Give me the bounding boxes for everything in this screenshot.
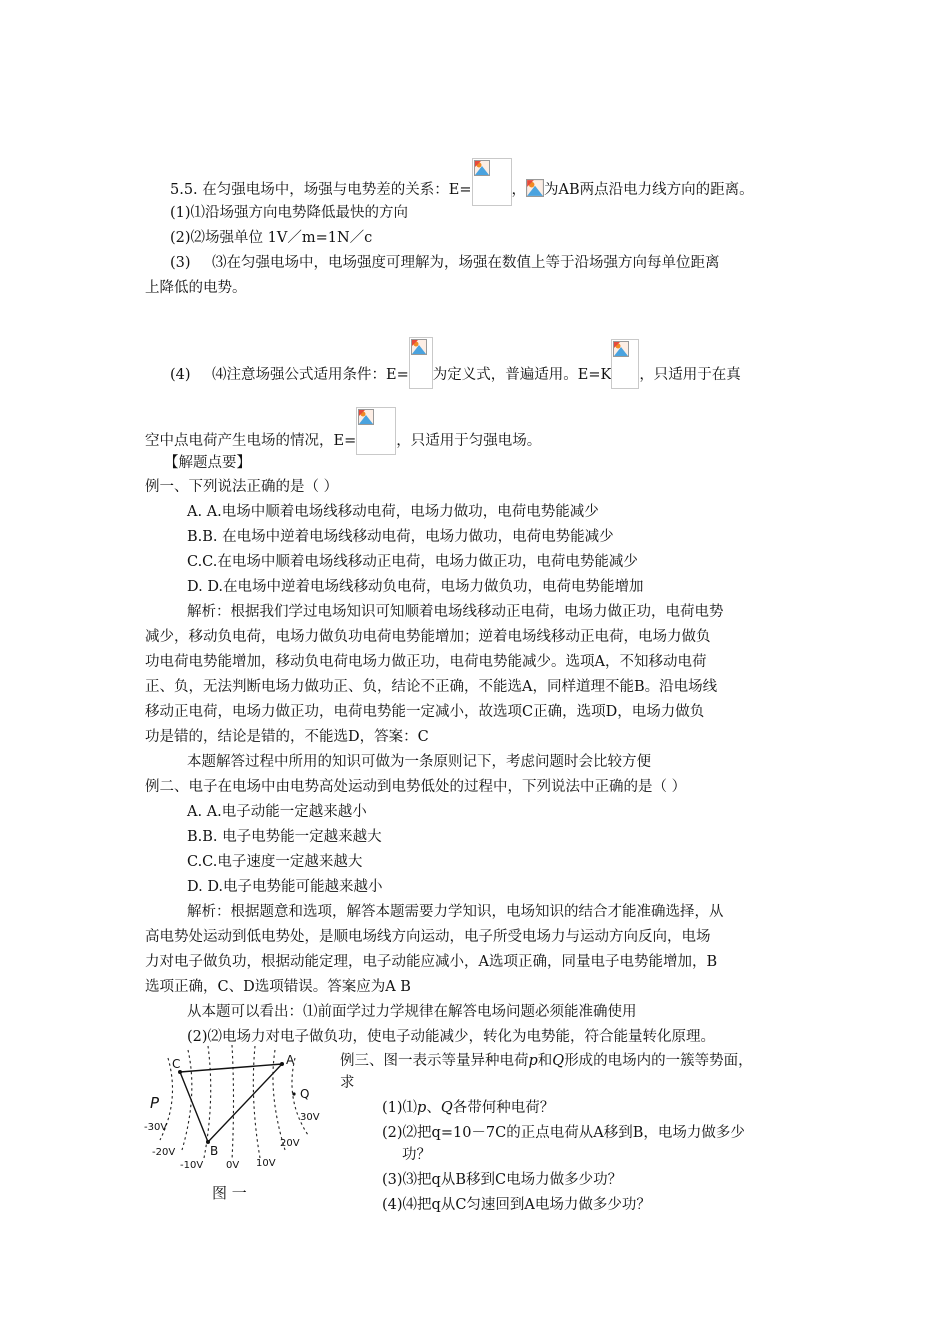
- analysis-text: 解析：根据我们学过电场知识可知顺着电场线移动正电荷，电场力做正功，电荷电势: [187, 604, 724, 620]
- equipotential-figure: [140, 1040, 335, 1210]
- example-2-option-c-text: C.C.电子速度一定越来越大: [187, 854, 363, 870]
- label-p: P: [150, 1094, 160, 1112]
- example-1-analysis-line: [145, 702, 704, 722]
- example-2-option-a: [187, 802, 367, 822]
- list-item-2-num: (2): [170, 230, 191, 246]
- list-item-4-text-3: ，只适用于在真: [639, 367, 741, 383]
- example-3-sub-1: [382, 1098, 554, 1118]
- example-2-analysis-line: [145, 977, 411, 997]
- example-1-option-a-text: A. A.电场中顺着电场线移动电荷，电场力做功，电荷电势能减少: [187, 504, 599, 520]
- example-1-question: [145, 477, 338, 497]
- example-2-analysis-line: [145, 952, 717, 972]
- example-2-question: [145, 777, 686, 797]
- label-b: B: [210, 1144, 219, 1158]
- label-20v: 20V: [280, 1138, 300, 1149]
- example-2-option-b-text: B.B. 电子电势能一定越来越大: [187, 829, 382, 845]
- example-3-text: 例三、图一表示等量异种电荷: [340, 1053, 529, 1069]
- sub-text: ⑶把q从B移到C电场力做多少功？: [402, 1172, 623, 1188]
- analysis-text: 功电荷电势能增加，移动负电荷电场力做正功，电荷电势能减少。选项A，不知移动电荷: [145, 654, 707, 670]
- sub-text: 、: [426, 1100, 441, 1116]
- analysis-text: 高电势处运动到低电势处，是顺电场线方向运动，电子所受电场力与运动方向反向，电场: [145, 929, 711, 945]
- formula-image-placeholder: [409, 337, 433, 389]
- label-q: Q: [300, 1087, 310, 1101]
- label-a: A: [286, 1053, 295, 1067]
- example-3-sub-3: [382, 1170, 622, 1190]
- example-3-sub-2-cont: [402, 1145, 431, 1165]
- list-item-4: [170, 337, 741, 385]
- example-2-option-b: [187, 827, 382, 847]
- charge-q-label: Q: [440, 1100, 453, 1116]
- list-item-4-cont-text-2: ，只适用于匀强电场。: [396, 433, 542, 449]
- sub-num: (3): [382, 1172, 403, 1188]
- equipotential-line: [253, 1046, 260, 1158]
- example-3-question: [340, 1051, 753, 1071]
- note-text: 从本题可以看出：⑴前面学过力学规律在解答电场问题必须能准确使用: [187, 1004, 637, 1020]
- label-minus-20v: -20V: [152, 1147, 176, 1158]
- example-2-option-a-text: A. A.电子动能一定越来越小: [187, 804, 367, 820]
- image-icon: [411, 339, 427, 355]
- sub-text: ⑵把q=10－7C的正点电荷从A移到B，电场力做多少: [402, 1125, 745, 1141]
- image-icon: [526, 179, 544, 197]
- list-item-4-text-2: 为定义式，普遍适用。E=K: [432, 367, 612, 383]
- analysis-text: 选项正确，C、D选项错误。答案应为A B: [145, 979, 411, 995]
- example-3-text: 形成的电场内的一簇等势面，: [564, 1053, 753, 1069]
- label-minus-10v: -10V: [180, 1160, 204, 1171]
- formula-image-icon: [526, 179, 544, 197]
- label-minus-30v: -30V: [144, 1122, 168, 1133]
- image-icon: [358, 409, 374, 425]
- example-3-sub-2: [382, 1123, 745, 1143]
- example-1-analysis-line: [187, 602, 724, 622]
- example-1-option-b: [187, 527, 614, 547]
- example-2-note-1: [187, 1002, 637, 1022]
- sub-text: ⑷把q从C匀速回到A电场力做多少功？: [402, 1197, 651, 1213]
- list-item-3-text: ⑶在匀强电场中，电场强度可理解为，场强在数值上等于沿场强方向每单位距离: [212, 255, 720, 271]
- formula-image-placeholder: [472, 158, 512, 206]
- list-item-3-continuation: [145, 278, 247, 298]
- charge-p-label: p: [528, 1053, 538, 1069]
- section-5-5-comma: ，: [511, 182, 527, 198]
- example-2-analysis-line: [187, 902, 724, 922]
- list-item-1-text: ⑴沿场强方向电势降低最快的方向: [190, 205, 409, 221]
- section-5-5: [170, 158, 754, 200]
- example-2-option-c: [187, 852, 362, 872]
- note-text: (2)⑵电场力对电子做负功，使电子动能减少，转化为电势能，符合能量转化原理。: [187, 1029, 716, 1045]
- label-c: C: [172, 1057, 181, 1071]
- example-2-option-d-text: D. D.电子电势能可能越来越小: [187, 879, 383, 895]
- list-item-2-text: ⑵场强单位 1V／m=1N／c: [190, 230, 373, 246]
- sub-num: (2): [382, 1125, 403, 1141]
- charge-q-dot: [292, 1092, 295, 1095]
- image-icon: [613, 341, 629, 357]
- sub-num: (4): [382, 1197, 403, 1213]
- equipotential-line: [232, 1045, 234, 1160]
- analysis-text: 解析：根据题意和选项，解答本题需要力学知识，电场知识的结合才能准确选择，从: [187, 904, 724, 920]
- example-2-question-text: 例二、电子在电场中由电势高处运动到电势低处的过程中，下列说法中正确的是（ ）: [145, 779, 687, 795]
- example-1-option-c-text: C.C.在电场中顺着电场线移动正电荷，电场力做正功，电荷电势能减少: [187, 554, 638, 570]
- example-2-analysis-line: [145, 927, 711, 947]
- section-5-5-text-2: 为AB两点沿电力线方向的距离。: [544, 182, 754, 198]
- example-1-analysis-line: [145, 627, 711, 647]
- list-item-1-num: (1): [170, 205, 191, 221]
- list-item-4-cont-text-1: 空中点电荷产生电场的情况，E=: [145, 433, 357, 449]
- sub-text: 各带何种电荷？: [452, 1100, 555, 1116]
- example-3-text: 和: [537, 1053, 553, 1069]
- example-1-question-text: 例一、下列说法正确的是（ ）: [145, 479, 339, 495]
- list-item-2: [170, 228, 372, 248]
- section-heading-text: 【解题点要】: [164, 455, 251, 471]
- example-1-analysis-line: [145, 677, 717, 697]
- sub-text: ⑴: [402, 1100, 418, 1116]
- example-1-option-c: [187, 552, 638, 572]
- triangle-cab: [180, 1064, 282, 1142]
- note-text: 本题解答过程中所用的知识可做为一条原则记下，考虑问题时会比较方便: [187, 754, 651, 770]
- list-item-1: [170, 203, 408, 223]
- label-30v: 30V: [300, 1112, 320, 1123]
- formula-image-placeholder: [356, 407, 396, 455]
- example-1-option-b-text: B.B. 在电场中逆着电场线移动电荷，电场力做功，电荷电势能减少: [187, 529, 614, 545]
- label-10v: 10V: [256, 1158, 276, 1169]
- example-1-option-a: [187, 502, 599, 522]
- image-icon: [474, 160, 490, 176]
- example-3-sub-4: [382, 1195, 651, 1215]
- list-item-4-text-1: ⑷注意场强公式适用条件：E=: [212, 367, 409, 383]
- example-1-option-d: [187, 577, 644, 597]
- example-1-analysis-line: [145, 727, 429, 747]
- list-item-4-continuation: [145, 407, 541, 451]
- example-1-note: [187, 752, 651, 772]
- figure-caption: 图 一: [212, 1184, 247, 1202]
- example-3-text: 求: [340, 1075, 355, 1091]
- analysis-text: 正、负，无法判断电场力做功正、负，结论不正确，不能选A，同样道理不能B。沿电场线: [145, 679, 718, 695]
- label-0v: 0V: [226, 1160, 240, 1171]
- sub-text: 功？: [402, 1147, 431, 1163]
- analysis-text: 移动正电荷，电场力做正功，电荷电势能一定减小，故选项C正确，选项D，电场力做负: [145, 704, 705, 720]
- analysis-text: 功是错的，结论是错的，不能选D，答案：C: [145, 729, 429, 745]
- list-item-3: [170, 253, 720, 273]
- formula-image-placeholder: [611, 339, 639, 389]
- list-item-3-cont-text: 上降低的电势。: [145, 280, 247, 296]
- example-2-option-d: [187, 877, 383, 897]
- section-5-5-text-1: 5.5. 在匀强电场中，场强与电势差的关系：E=: [170, 182, 472, 198]
- section-heading: [164, 453, 251, 473]
- example-1-analysis-line: [145, 652, 706, 672]
- example-3-question-cont: [340, 1073, 355, 1093]
- charge-p-label: p: [417, 1100, 427, 1116]
- analysis-text: 减少，移动负电荷，电场力做负功电荷电势能增加；逆着电场线移动正电荷，电场力做负: [145, 629, 711, 645]
- point-a: [280, 1062, 284, 1066]
- analysis-text: 力对电子做负功，根据动能定理，电子动能应减小，A选项正确，同量电子电势能增加，B: [145, 954, 718, 970]
- example-1-option-d-text: D. D.在电场中逆着电场线移动负电荷，电场力做负功，电荷电势能增加: [187, 579, 644, 595]
- sub-num: (1): [382, 1100, 403, 1116]
- list-item-4-num: (4): [170, 367, 191, 383]
- equipotential-line: [182, 1050, 192, 1150]
- charge-q-label: Q: [552, 1053, 565, 1069]
- list-item-3-num: (3): [170, 255, 191, 271]
